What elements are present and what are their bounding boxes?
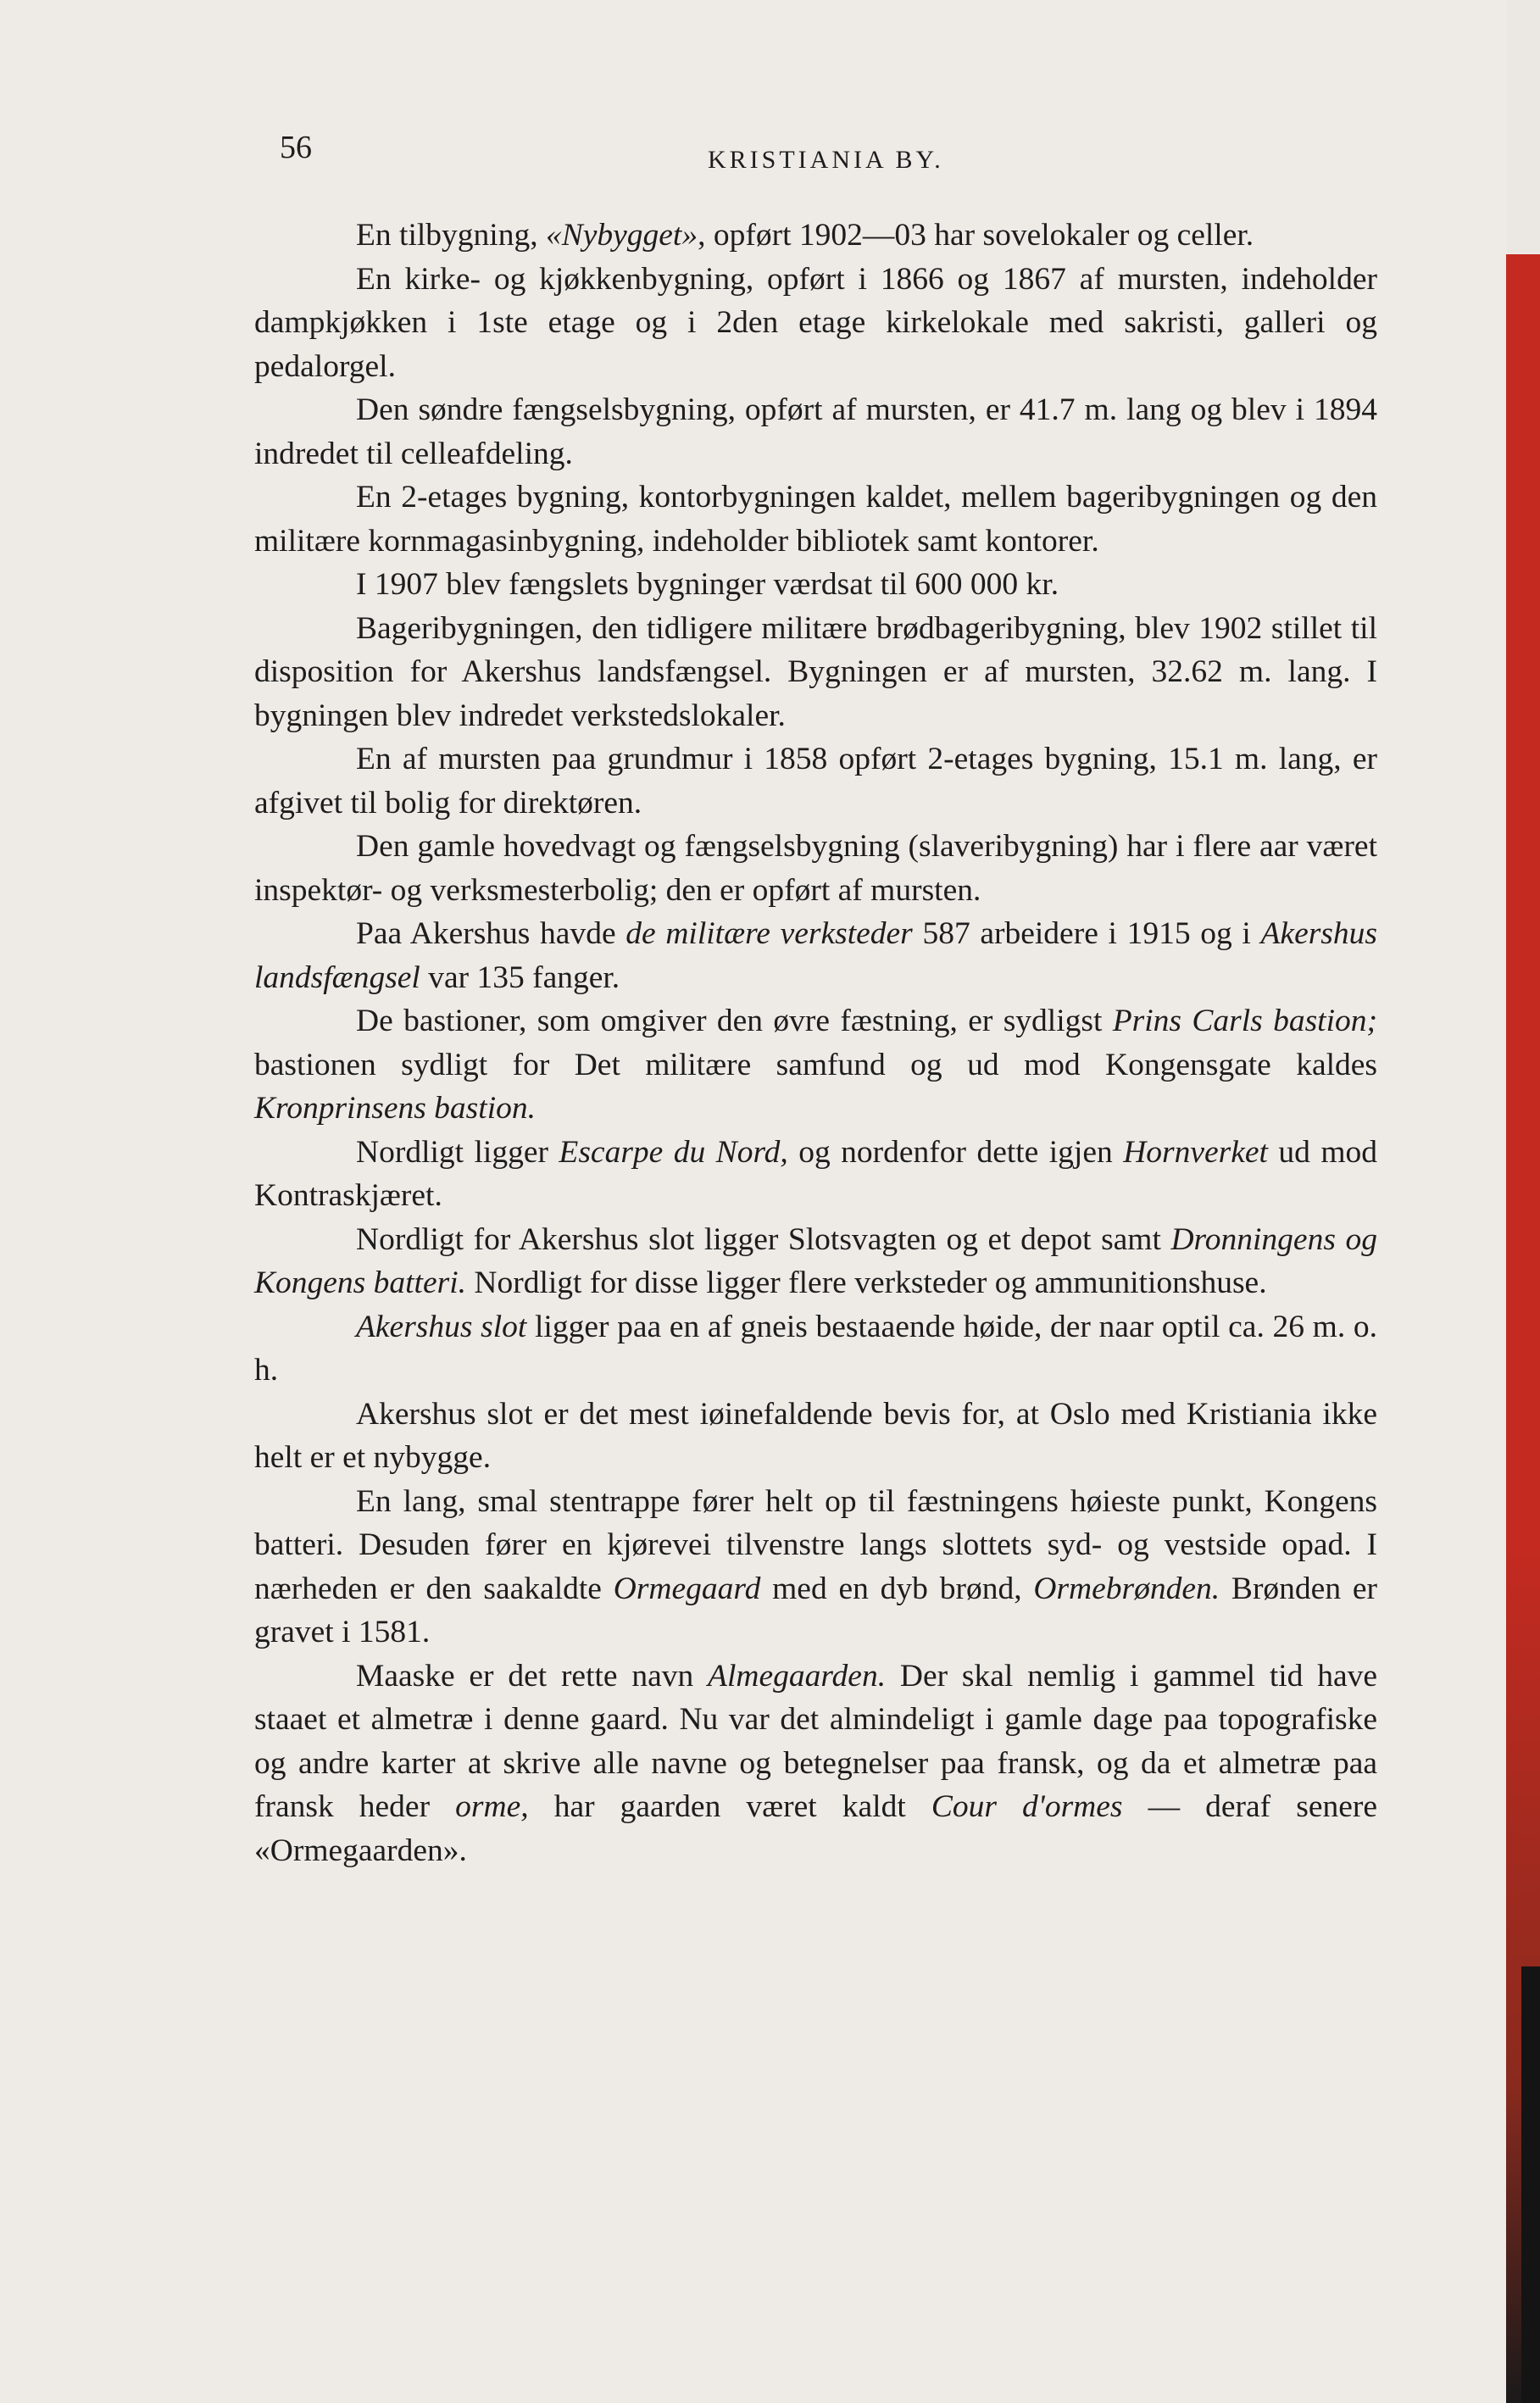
- text-run: 587 arbeidere i 1915 og i: [912, 916, 1261, 951]
- text-run: Den søndre fængselsbygning, opført af mursten, er 41.7 m. lang og blev i 1894 indredet til celleafdeling.: [254, 392, 1377, 471]
- paragraph: [254, 388, 1377, 476]
- paragraph: [254, 214, 1377, 258]
- text-run: Nordligt for disse ligger flere verksteder og ammunitionshuse.: [466, 1265, 1267, 1300]
- text-run: Maaske er det rette navn: [356, 1658, 709, 1694]
- text-run: — deraf senere «Ormegaarden».: [254, 1789, 1377, 1868]
- paragraph: [254, 607, 1377, 738]
- text-run: bastionen sydligt for Det militære samfund og ud mod Kongensgate kaldes: [254, 1047, 1377, 1082]
- text-run: Brønden er gravet i 1581.: [254, 1571, 1377, 1649]
- text-run: Nordligt for Akershus slot ligger Slotsvagten og et depot samt: [356, 1221, 1171, 1257]
- text-run: ud mod Kontraskjæret.: [254, 1134, 1377, 1213]
- paragraph: [254, 1480, 1377, 1655]
- text-run: med en dyb brønd,: [760, 1571, 1034, 1606]
- italic-text: Almegaarden.: [708, 1658, 887, 1694]
- text-run: En tilbygning,: [356, 218, 546, 253]
- paragraph: [254, 737, 1377, 825]
- book-cover-edge-shadow: [1521, 1966, 1540, 2403]
- text-run: Den gamle hovedvagt og fængselsbygning (slaveribygning) har i flere aar været inspektør- og verksmesterbolig; den er opført af mursten.: [254, 829, 1377, 908]
- italic-text: «Nybygget»: [545, 218, 698, 253]
- text-run: En af mursten paa grundmur i 1858 opført 2-etages bygning, 15.1 m. lang, er afgivet til bolig for direktøren.: [254, 742, 1377, 820]
- italic-text: Akershus landsfængsel: [254, 916, 1377, 995]
- italic-text: Hornverket: [1123, 1134, 1268, 1170]
- text-run: Akershus slot er det mest iøinefaldende bevis for, at Oslo med Kristiania ikke helt er et nybygge.: [254, 1396, 1377, 1475]
- text-run: Bageribygningen, den tidligere militære brødbageribygning, blev 1902 stillet til disposition for Akershus landsfængsel. Bygningen er af mursten, 32.62 m. lang. I bygningen blev indredet verkstedslokaler.: [254, 610, 1377, 733]
- text-run: En kirke- og kjøkkenbygning, opført i 1866 og 1867 af mursten, indeholder dampkjøkken i 1ste etage og i 2den etage kirkelokale med sakristi, galleri og pedalorgel.: [254, 261, 1377, 384]
- italic-text: Escarpe du Nord,: [559, 1134, 788, 1170]
- italic-text: orme,: [455, 1789, 529, 1824]
- text-run: De bastioner, som omgiver den øvre fæstning, er sydligst: [356, 1004, 1113, 1038]
- text-run: har gaarden været kaldt: [528, 1789, 931, 1824]
- text-run: , opført 1902—03 har sovelokaler og celler.: [698, 218, 1254, 253]
- paragraph: [254, 1218, 1377, 1305]
- paragraph: [254, 999, 1377, 1131]
- paragraph: [254, 258, 1377, 389]
- paragraph: [254, 1305, 1377, 1393]
- italic-text: Dronningens og Kongens batteri.: [254, 1221, 1377, 1300]
- page-number: 56: [280, 130, 312, 165]
- running-title: KRISTIANIA BY.: [708, 146, 944, 174]
- italic-text: de militære verksteder: [625, 916, 913, 951]
- text-run: og nordenfor dette igjen: [787, 1134, 1124, 1170]
- body-text: [254, 214, 1377, 1872]
- text-run: I 1907 blev fængslets bygninger værdsat til 600 000 kr.: [356, 567, 1059, 602]
- text-run: ligger paa en af gneis bestaaende høide, der naar optil ca. 26 m. o. h.: [254, 1309, 1377, 1388]
- text-run: En 2-etages bygning, kontorbygningen kaldet, mellem bageribygningen og den militære kornmagasinbygning, indeholder bibliotek samt kontorer.: [254, 480, 1377, 559]
- italic-text: Ormegaard: [613, 1571, 761, 1606]
- paragraph: [254, 1393, 1377, 1480]
- paragraph: [254, 1131, 1377, 1218]
- paragraph: [254, 825, 1377, 912]
- italic-text: Ormebrønden.: [1033, 1571, 1220, 1606]
- text-run: En lang, smal stentrappe fører helt op til fæstningens høieste punkt, Kongens batteri. Desuden fører en kjørevei tilvenstre langs slottets syd- og vestside opad. I nærheden er den saakaldte: [254, 1483, 1377, 1606]
- text-run: Nordligt ligger: [356, 1134, 559, 1170]
- paragraph: [254, 1655, 1377, 1873]
- italic-text: Kronprinsens bastion.: [254, 1091, 536, 1126]
- paragraph: [254, 912, 1377, 999]
- paragraph: [254, 563, 1377, 607]
- italic-text: Akershus slot: [356, 1309, 527, 1344]
- italic-text: Prins Carls bastion;: [1112, 1004, 1377, 1038]
- text-run: Der skal nemlig i gammel tid have staaet et almetræ i denne gaard. Nu var det almindeligt i gamle dage paa topografiske og andre karter at skrive alle navne og betegnelser paa fransk, og da et almetræ paa fransk heder: [254, 1658, 1377, 1824]
- text-run: Paa Akershus havde: [356, 916, 626, 951]
- text-run: var 135 fanger.: [420, 960, 620, 995]
- italic-text: Cour d'ormes: [931, 1789, 1123, 1824]
- paragraph: [254, 476, 1377, 563]
